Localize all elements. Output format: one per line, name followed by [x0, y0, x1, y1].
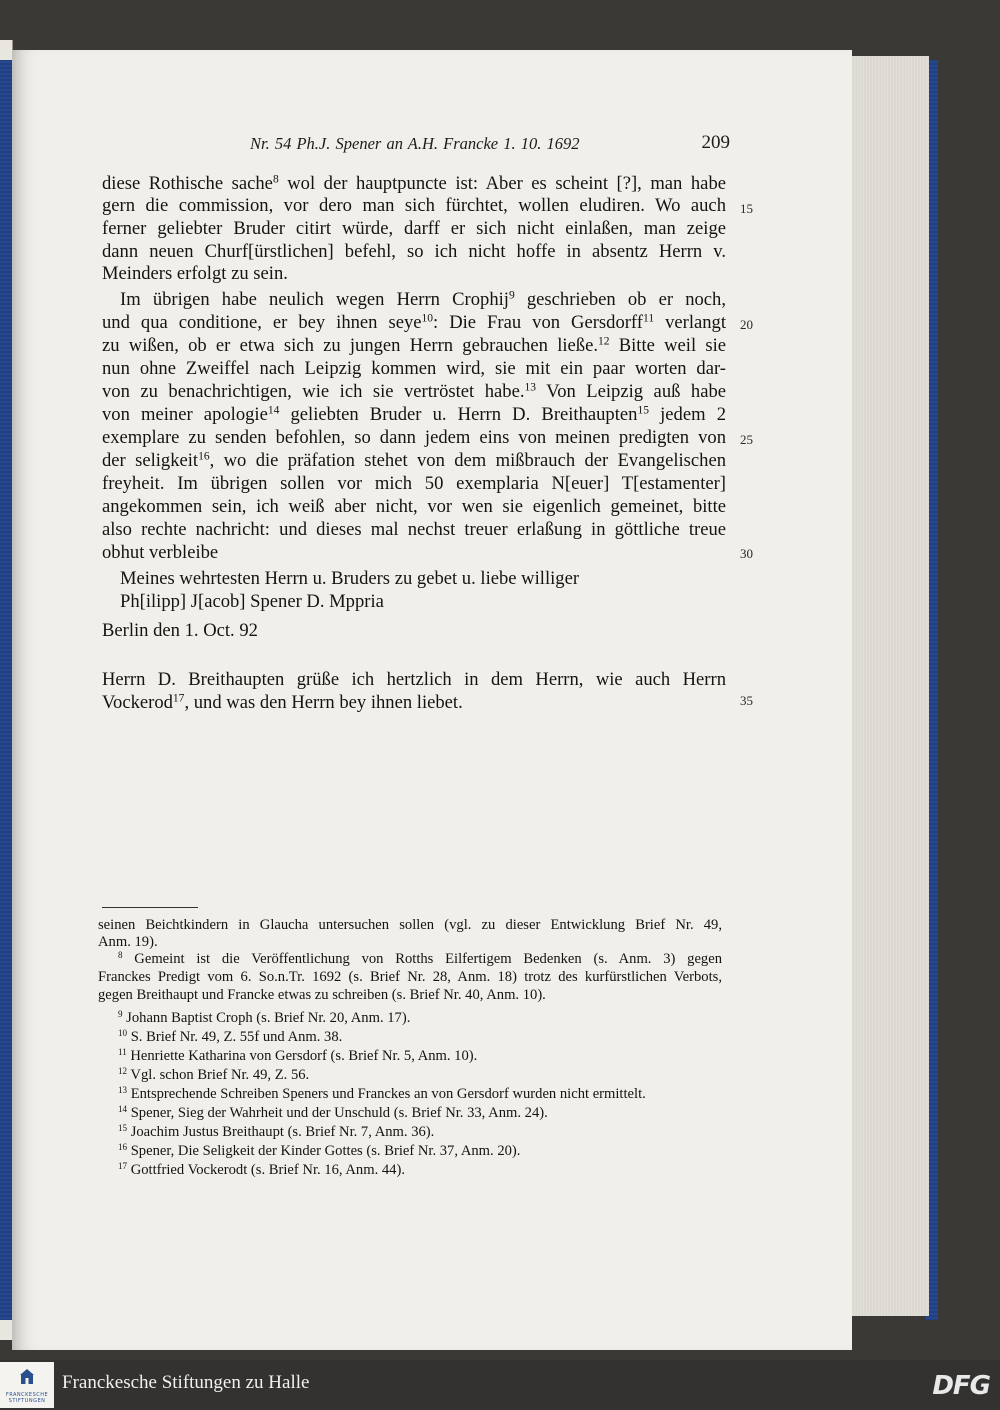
body-line: und qua conditione, er bey ihnen seye$^{10}$: Die Frau von Gersdorff$^{11}$ verlangt	[102, 312, 726, 333]
dfg-logo[interactable]: DFG	[932, 1371, 990, 1401]
body-line: obhut verbleibe	[102, 542, 219, 563]
body-line: ferner geliebter Bruder citirt würde, darff er sich nicht einlaßen, man zeige	[102, 218, 726, 239]
footnote-line: $^{11}$ Henriette Katharina von Gersdorf (s. Brief Nr. 5, Anm. 10).	[118, 1047, 478, 1064]
footnote-line: Anm. 19).	[98, 934, 158, 950]
body-line: Vockerod$^{17}$, und was den Herrn bey ihnen liebet.	[102, 692, 463, 713]
line-number: 35	[740, 693, 753, 708]
body-line: von meiner apologie$^{14}$ geliebten Bruder u. Herrn D. Breithaupten$^{15}$ jedem 2	[102, 404, 726, 425]
orphanage-building-icon	[19, 1368, 35, 1384]
body-line: von zu benachrichtigen, wie ich sie vertröstet habe.$^{13}$ Von Leipzig auß habe	[102, 381, 727, 402]
footnote-rule	[102, 907, 198, 908]
body-line: freyheit. Im übrigen sollen vor mich 50 exemplaria N[euer] T[estamenter]	[102, 473, 726, 494]
footnote-line: Franckes Predigt vom 6. So.n.Tr. 1692 (s. Brief Nr. 28, Anm. 18) trotz des kurfürstlichen Verbots,	[98, 969, 722, 985]
page-edges	[850, 56, 929, 1316]
body-line: der seligkeit$^{16}$, wo die präfation stehet von dem mißbrauch der Evangelischen	[102, 450, 726, 471]
footer-title[interactable]: Franckesche Stiftungen zu Halle	[62, 1372, 310, 1393]
body-line: also rechte nachricht: und dieses mal nechst treuer erlaßung in göttliche treue	[102, 519, 726, 540]
footnote-line: $^{10}$ S. Brief Nr. 49, Z. 55f und Anm. 38.	[118, 1028, 343, 1045]
line-number: 15	[740, 201, 753, 216]
foundation-logo[interactable]	[0, 1362, 54, 1408]
footnote-line: $^{13}$ Entsprechende Schreiben Speners und Franckes an von Gersdorf wurden nicht ermittelt.	[118, 1085, 646, 1102]
body-line: diese Rothische sache$^8$ wol der hauptpuncte ist: Aber es scheint [?], man habe	[102, 173, 726, 194]
body-line: exemplare zu senden befohlen, so dann jedem eins von meinen predigten von	[102, 427, 726, 448]
body-line: angekommen sein, ich weiß aber nicht, vor wen sie eigenlich gemeinet, bitte	[102, 496, 726, 517]
body-line: Meinders erfolgt zu sein.	[102, 263, 288, 284]
footnote-line: $^{16}$ Spener, Die Seligkeit der Kinder Gottes (s. Brief Nr. 37, Anm. 20).	[118, 1142, 521, 1159]
footnote-line: $^{15}$ Joachim Justus Breithaupt (s. Brief Nr. 7, Anm. 36).	[118, 1123, 435, 1140]
body-line: Berlin den 1. Oct. 92	[102, 620, 258, 641]
body-line: Im übrigen habe neulich wegen Herrn Crophij$^9$ geschrieben ob er noch,	[120, 289, 726, 310]
running-head	[220, 132, 730, 156]
body-line: zu wißen, ob er etwa sich zu jungen Herrn gebrauchen ließe.$^{12}$ Bitte weil sie	[102, 335, 726, 356]
body-line: dann neuen Churf[ürstlichen] befehl, so ich nicht hoffe in absentz Herrn v.	[102, 241, 726, 262]
logo-text: FRANCKESCHE STIFTUNGEN	[5, 1392, 49, 1404]
footnote-line: $^8$ Gemeint ist die Veröffentlichung von Rotths Eilfertigem Bedenken (s. Anm. 3) gegen	[118, 950, 722, 967]
footnote-line: gegen Breithaupt und Francke etwas zu schreiben (s. Brief Nr. 40, Anm. 10).	[98, 987, 546, 1003]
line-number: 25	[740, 432, 753, 447]
body-line: nun ohne Zweiffel nach Leipzig kommen wird, sie mit ein paar worten dar-	[102, 358, 726, 379]
running-head-text: Nr. 54 Ph.J. Spener an A.H. Francke 1. 10. 1692	[250, 134, 580, 153]
footnote-line: seinen Beichtkindern in Glaucha untersuchen sollen (vgl. zu dieser Entwicklung Brief Nr. 49,	[98, 917, 722, 933]
footnote-line: $^{12}$ Vgl. schon Brief Nr. 49, Z. 56.	[118, 1066, 310, 1083]
body-line: gern die commission, vor dero man sich fürchtet, wollen eludiren. Wo auch	[102, 195, 726, 216]
body-line: Ph[ilipp] J[acob] Spener D. Mppria	[120, 591, 384, 612]
body-line: Herrn D. Breithaupten grüße ich hertzlich in dem Herrn, wie auch Herrn	[102, 669, 726, 690]
footnote-line: $^{17}$ Gottfried Vockerodt (s. Brief Nr. 16, Anm. 44).	[118, 1161, 405, 1178]
footnote-line: $^9$ Johann Baptist Croph (s. Brief Nr. 20, Anm. 17).	[118, 1009, 411, 1026]
body-line: Meines wehrtesten Herrn u. Bruders zu gebet u. liebe williger	[120, 568, 580, 589]
footnote-line: $^{14}$ Spener, Sieg der Wahrheit und der Unschuld (s. Brief Nr. 33, Anm. 24).	[118, 1104, 548, 1121]
line-number: 20	[740, 317, 753, 332]
book-cover-left	[0, 60, 12, 1320]
footer-bar	[0, 1360, 1000, 1410]
line-number: 30	[740, 546, 753, 561]
page-number: 209	[701, 132, 730, 153]
